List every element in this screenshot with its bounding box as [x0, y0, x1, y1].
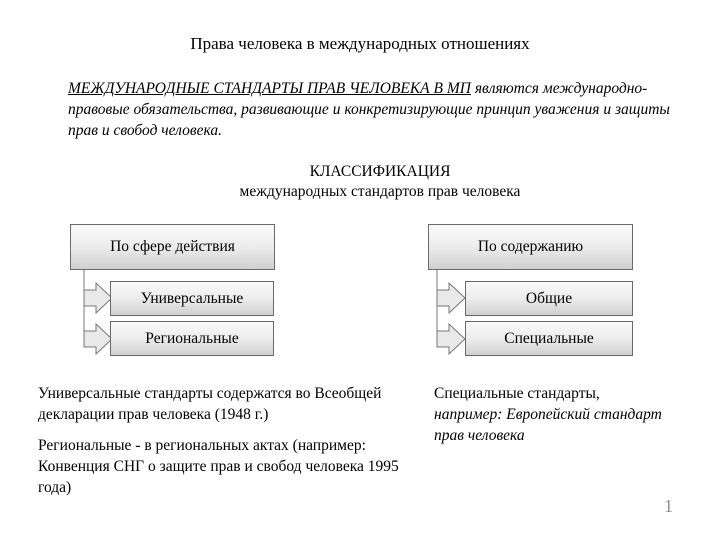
content-category-box: По содержанию [428, 224, 633, 270]
classification-subtitle: международных стандартов прав человека [239, 183, 521, 200]
scope-category-box: По сфере действия [70, 224, 275, 270]
special-box: Специальные [465, 321, 633, 356]
page-number: 1 [664, 496, 673, 516]
left-arrow-1 [84, 283, 112, 313]
special-note-prefix: Специальные стандарты, [434, 385, 600, 402]
special-note-example: например: Европейский стандарт прав человека [434, 406, 662, 444]
regional-note: Региональные - в региональных актах (например: Конвенция СНГ о защите прав и свобод человека 1995 года) [38, 437, 399, 496]
classification-title: КЛАССИФИКАЦИЯ [309, 163, 451, 180]
right-arrow-2 [437, 324, 465, 354]
intro-text: являются международно-правовые обязательства, развивающие и конкретизирующие принцип уважения и защиты прав и свобод человека. [68, 80, 670, 139]
right-arrow-1 [437, 283, 465, 313]
universal-box: Универсальные [110, 281, 274, 316]
page-title: Права человека в международных отношениях [190, 34, 530, 53]
general-box: Общие [465, 281, 633, 316]
special-note [434, 383, 664, 446]
intro-heading: МЕЖДУНАРОДНЫЕ СТАНДАРТЫ ПРАВ ЧЕЛОВЕКА В МП [68, 80, 471, 97]
regional-box: Региональные [110, 321, 274, 356]
universal-note: Универсальные стандарты содержатся во Всеобщей декларации прав человека (1948 г.) [38, 385, 382, 423]
left-arrow-2 [84, 324, 112, 354]
